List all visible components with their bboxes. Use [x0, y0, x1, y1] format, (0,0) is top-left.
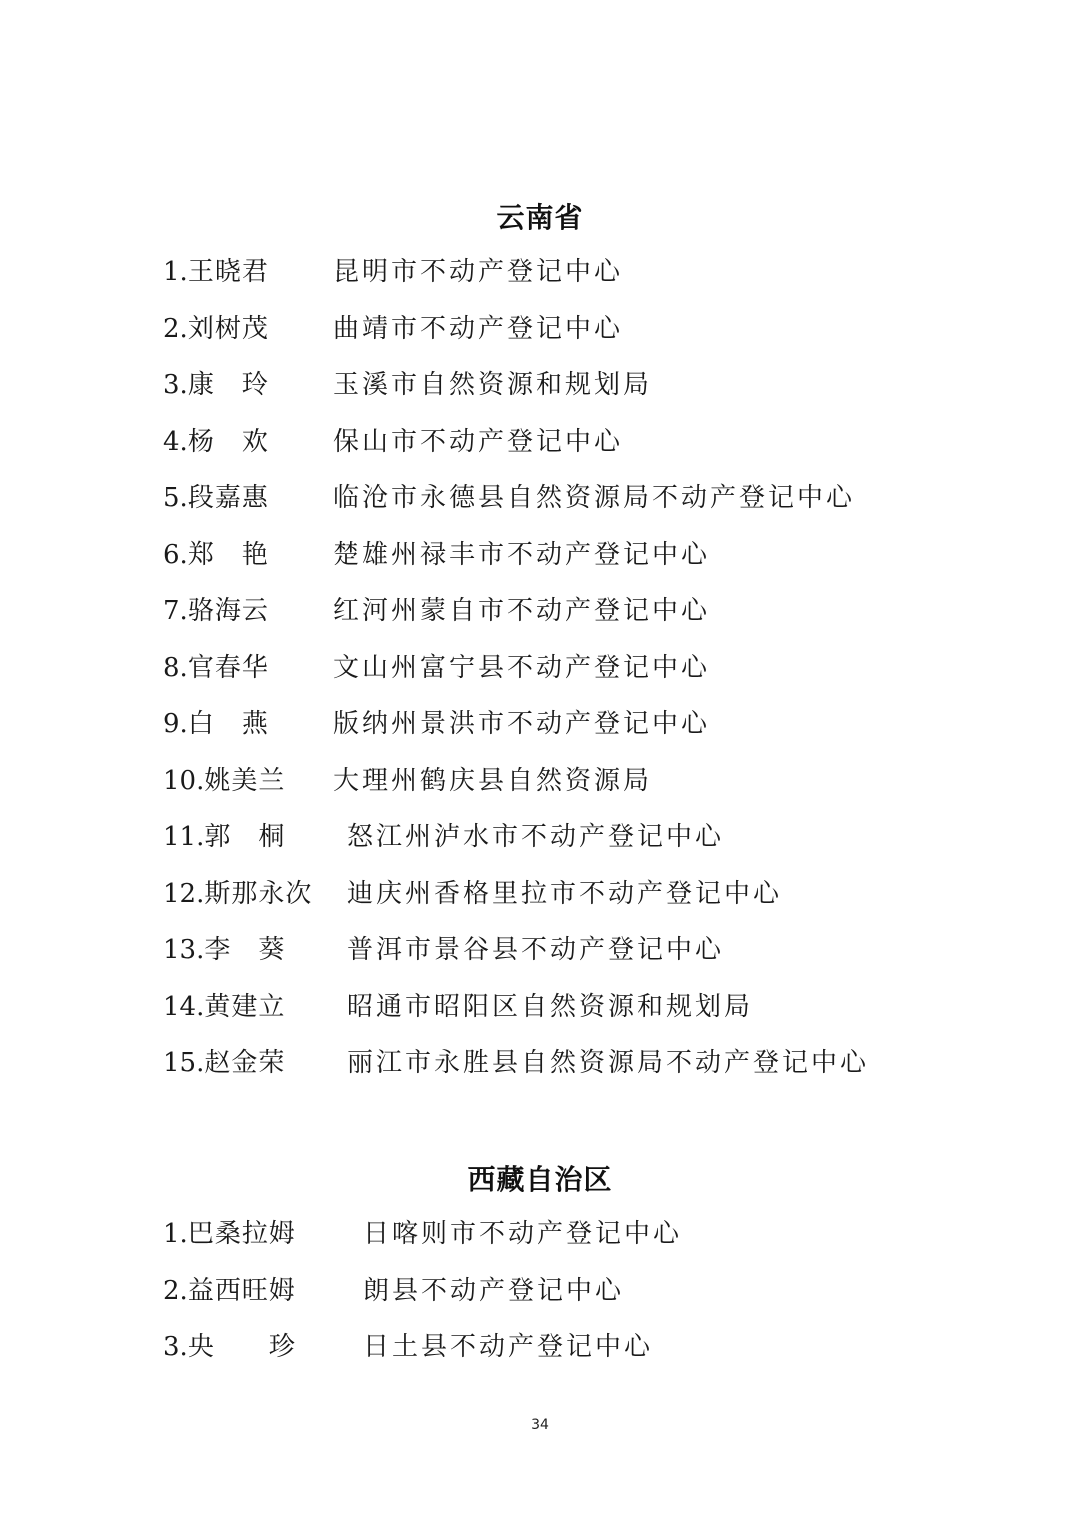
entry-number: 4.: [163, 427, 188, 457]
list-item: [163, 535, 711, 575]
organization: 版纳州景洪市不动产登记中心: [333, 709, 711, 739]
person-name: 斯那永次: [204, 879, 313, 909]
list-item: [163, 422, 624, 462]
organization: 日土县不动产登记中心: [363, 1332, 654, 1362]
organization: 怒江州泸水市不动产登记中心: [347, 822, 725, 852]
organization: 普洱市景谷县不动产登记中心: [347, 935, 725, 965]
organization: 迪庆州香格里拉市不动产登记中心: [347, 879, 783, 909]
list-item: [163, 648, 711, 688]
entry-number: 13.: [163, 935, 205, 965]
section-title-yunnan: 云南省: [496, 201, 584, 234]
person-name: 杨 欢: [187, 427, 269, 457]
entry-number: 2.: [163, 314, 188, 344]
organization: 楚雄州禄丰市不动产登记中心: [333, 540, 711, 570]
entry-number: 3.: [163, 370, 188, 400]
list-item: [163, 478, 856, 518]
organization: 文山州富宁县不动产登记中心: [333, 653, 711, 683]
entry-number: 1.: [163, 257, 188, 287]
list-item: [163, 1214, 683, 1254]
person-name: 赵金荣: [204, 1048, 286, 1078]
entry-number: 11.: [163, 822, 205, 852]
organization: 曲靖市不动产登记中心: [333, 314, 624, 344]
person-name: 郑 艳: [187, 540, 269, 570]
person-name: 康 玲: [187, 370, 269, 400]
organization: 朗县不动产登记中心: [363, 1276, 625, 1306]
organization: 红河州蒙自市不动产登记中心: [333, 596, 711, 626]
entry-number: 5.: [163, 483, 188, 513]
entry-number: 3.: [163, 1332, 188, 1362]
person-name: 骆海云: [187, 596, 269, 626]
list-item: [163, 704, 711, 744]
entry-number: 1.: [163, 1219, 188, 1249]
list-item: [163, 761, 653, 801]
list-item: [163, 365, 653, 405]
section-title-tibet: 西藏自治区: [467, 1163, 613, 1196]
list-item: [163, 817, 725, 857]
entry-number: 12.: [163, 879, 205, 909]
person-name: 刘树茂: [187, 314, 269, 344]
person-name: 郭 桐: [204, 822, 286, 852]
list-item: [163, 1043, 870, 1083]
entry-number: 14.: [163, 992, 205, 1022]
person-name: 段嘉惠: [187, 483, 269, 513]
list-item: [163, 1327, 654, 1367]
list-item: [163, 309, 624, 349]
person-name: 巴桑拉姆: [187, 1219, 296, 1249]
list-item: [163, 930, 725, 970]
person-name: 央 珍: [187, 1332, 296, 1362]
organization: 玉溪市自然资源和规划局: [333, 370, 653, 400]
list-item: [163, 1271, 625, 1311]
person-name: 李 葵: [204, 935, 286, 965]
organization: 昆明市不动产登记中心: [333, 257, 624, 287]
entry-number: 9.: [163, 709, 188, 739]
entry-number: 10.: [163, 766, 205, 796]
organization: 保山市不动产登记中心: [333, 427, 624, 457]
organization: 日喀则市不动产登记中心: [363, 1219, 683, 1249]
entry-number: 2.: [163, 1276, 188, 1306]
entry-number: 6.: [163, 540, 188, 570]
person-name: 白 燕: [187, 709, 269, 739]
person-name: 官春华: [187, 653, 269, 683]
person-name: 益西旺姆: [187, 1276, 296, 1306]
organization: 昭通市昭阳区自然资源和规划局: [347, 992, 754, 1022]
organization: 大理州鹤庆县自然资源局: [333, 766, 653, 796]
organization: 临沧市永德县自然资源局不动产登记中心: [333, 483, 856, 513]
person-name: 王晓君: [187, 257, 269, 287]
entry-number: 7.: [163, 596, 188, 626]
entry-number: 15.: [163, 1048, 205, 1078]
organization: 丽江市永胜县自然资源局不动产登记中心: [347, 1048, 870, 1078]
list-item: [163, 874, 783, 914]
page-number: 34: [531, 1417, 549, 1433]
person-name: 黄建立: [204, 992, 286, 1022]
list-item: [163, 987, 754, 1027]
list-item: [163, 252, 624, 292]
person-name: 姚美兰: [204, 766, 286, 796]
list-item: [163, 591, 711, 631]
entry-number: 8.: [163, 653, 188, 683]
